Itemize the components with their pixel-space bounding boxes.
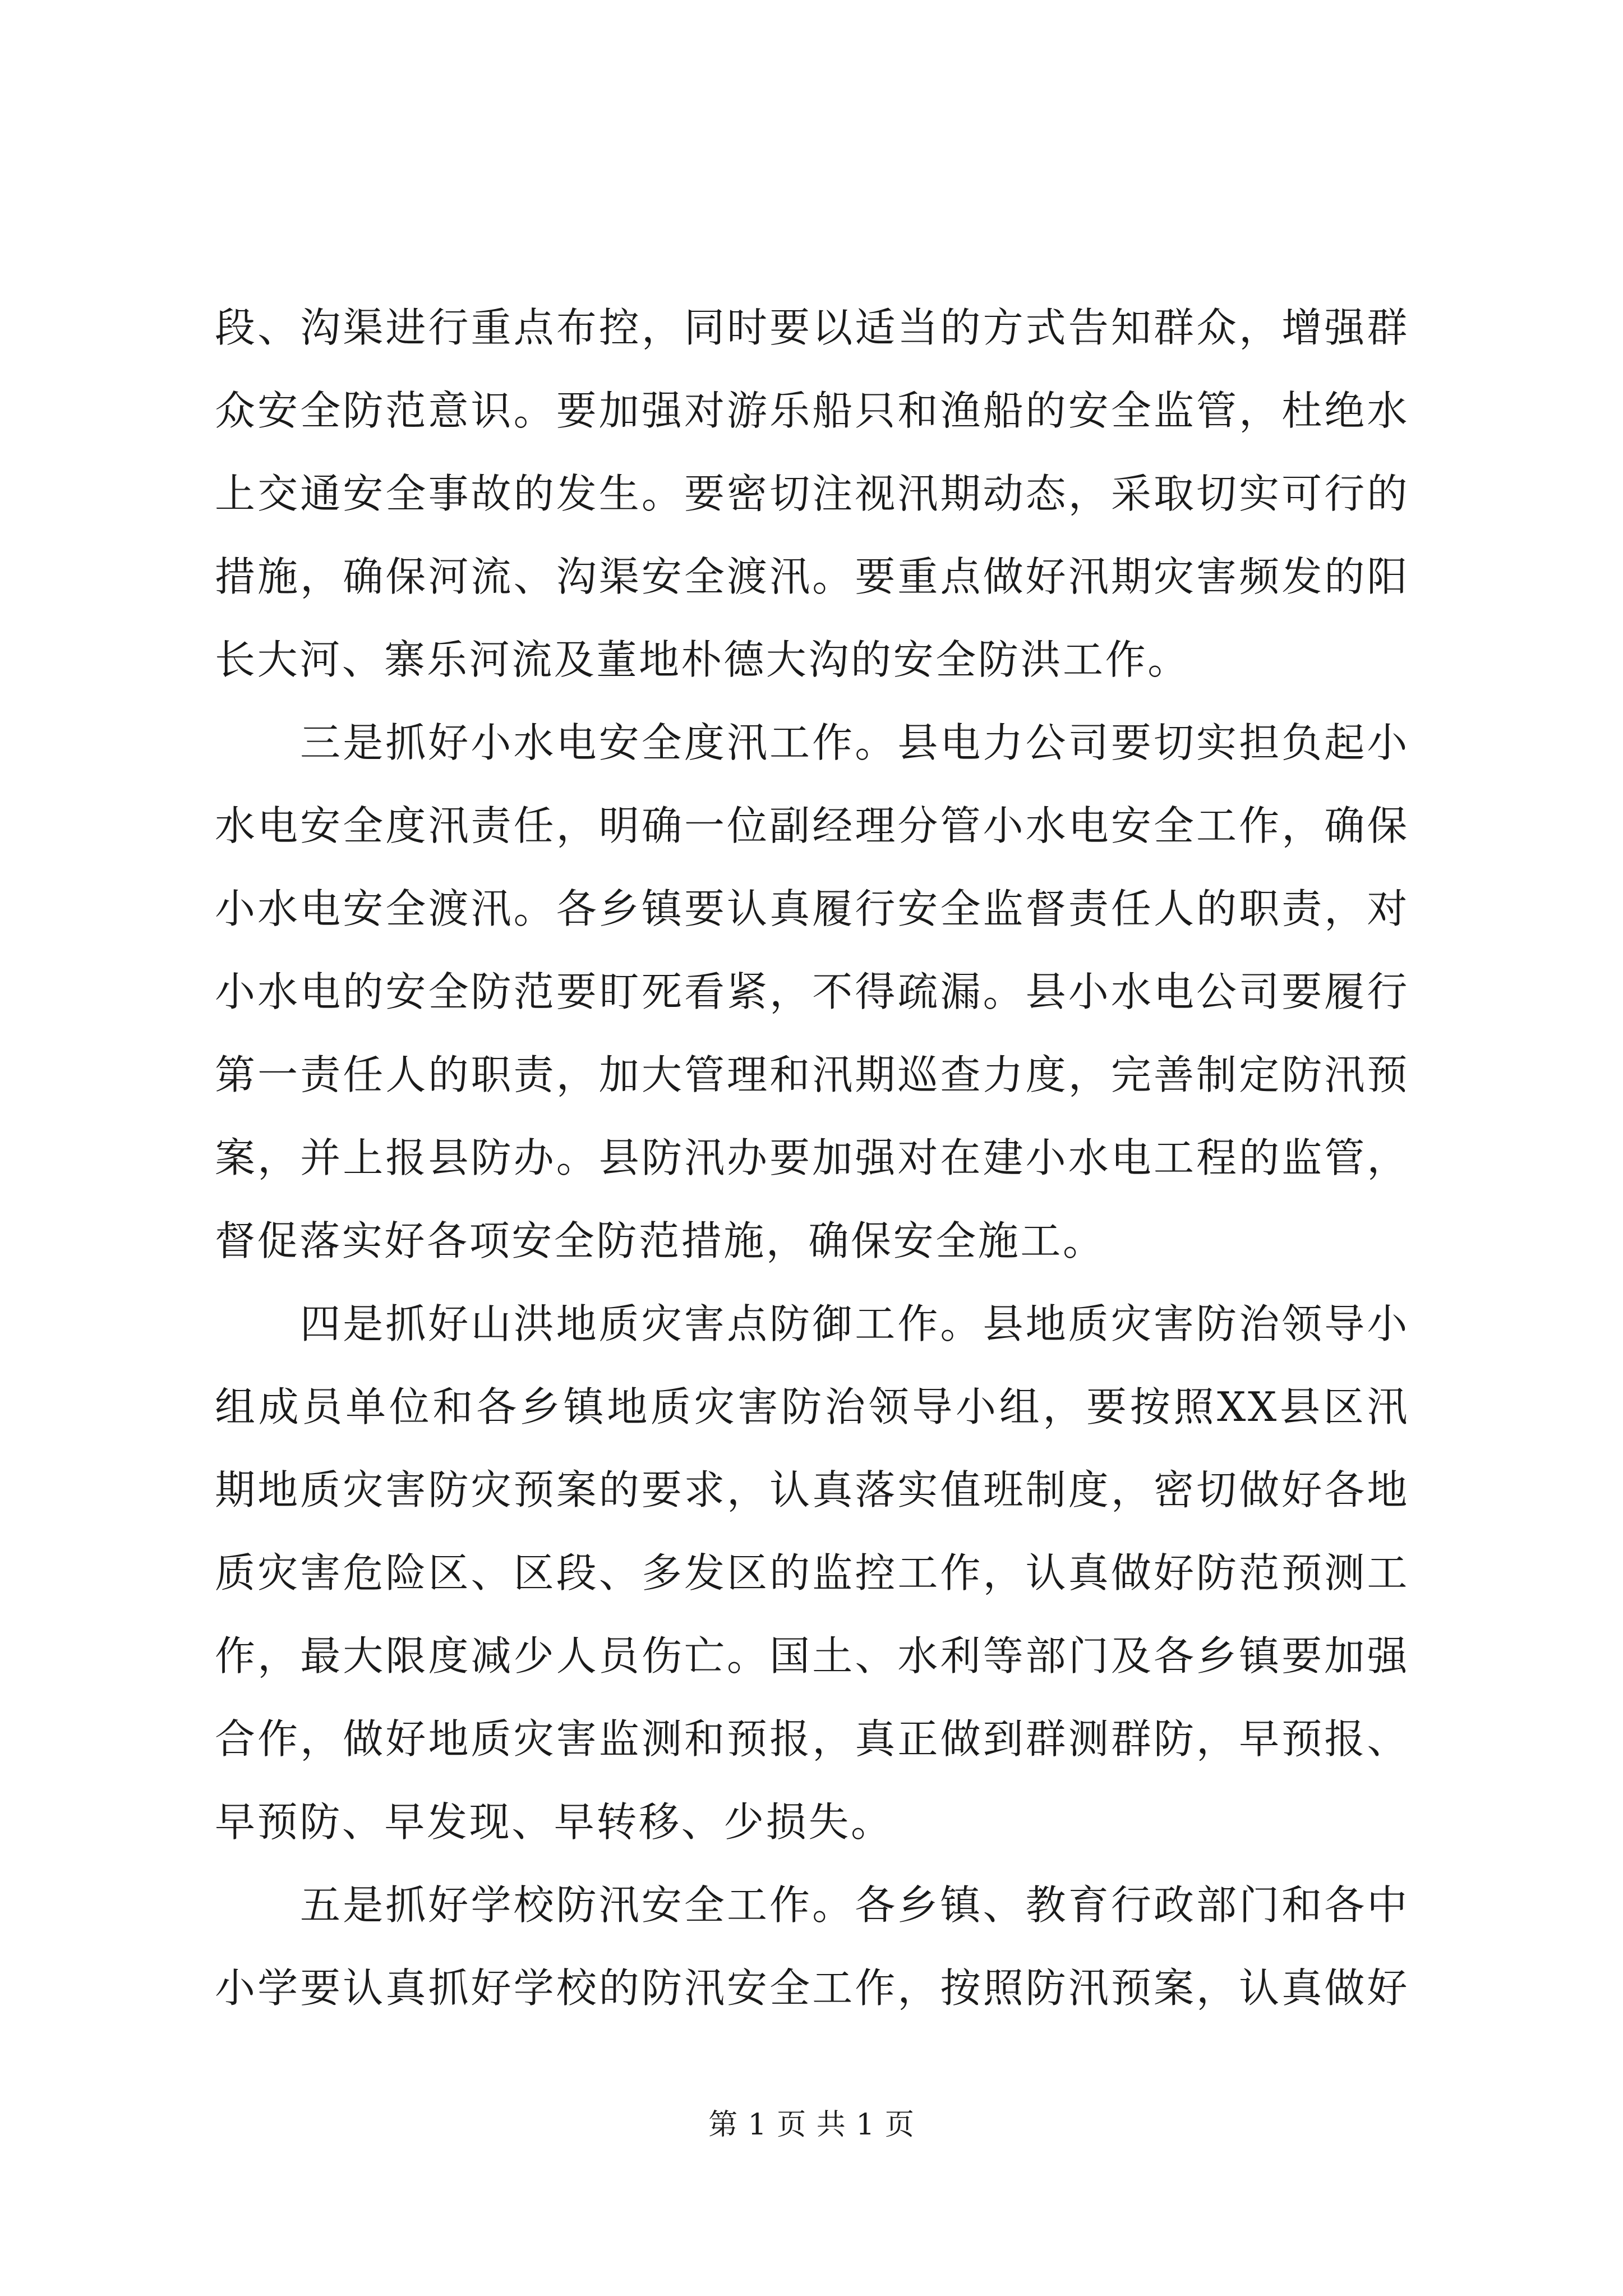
text-line: 督促落实好各项安全防范措施，确保安全施工。 bbox=[215, 1217, 1105, 1264]
text-line: 措施，确保河流、沟渠安全渡汛。要重点做好汛期灾害频发的阳 bbox=[215, 553, 1409, 600]
text-line: 水电安全度汛责任，明确一位副经理分管小水电安全工作，确保 bbox=[215, 802, 1409, 849]
paragraph-start-line: 三是抓好小水电安全度汛工作。县电力公司要切实担负起小 bbox=[300, 719, 1409, 766]
text-line: 段、沟渠进行重点布控，同时要以适当的方式告知群众，增强群 bbox=[215, 304, 1409, 351]
text-line: 合作，做好地质灾害监测和预报，真正做到群测群防，早预报、 bbox=[215, 1715, 1409, 1763]
page-footer: 第 1 页 共 1 页 bbox=[708, 2108, 915, 2142]
text-line: 组成员单位和各乡镇地质灾害防治领导小组，要按照XX县区汛 bbox=[215, 1383, 1409, 1430]
paragraph-start-line: 五是抓好学校防汛安全工作。各乡镇、教育行政部门和各中 bbox=[300, 1881, 1409, 1929]
text-line: 期地质灾害防灾预案的要求，认真落实值班制度，密切做好各地 bbox=[215, 1466, 1409, 1513]
text-line: 作，最大限度减少人员伤亡。国土、水利等部门及各乡镇要加强 bbox=[215, 1632, 1409, 1680]
text-line: 众安全防范意识。要加强对游乐船只和渔船的安全监管，杜绝水 bbox=[215, 387, 1409, 434]
text-line: 长大河、寨乐河流及董地朴德大沟的安全防洪工作。 bbox=[215, 636, 1190, 683]
text-line: 小学要认真抓好学校的防汛安全工作，按照防汛预案，认真做好 bbox=[215, 1964, 1409, 2012]
text-line: 案，并上报县防办。县防汛办要加强对在建小水电工程的监管， bbox=[215, 1134, 1409, 1181]
text-line: 早预防、早发现、早转移、少损失。 bbox=[215, 1798, 893, 1846]
text-line: 上交通安全事故的发生。要密切注视汛期动态，采取切实可行的 bbox=[215, 470, 1409, 517]
text-line: 小水电安全渡汛。各乡镇要认真履行安全监督责任人的职责，对 bbox=[215, 885, 1409, 932]
text-line: 小水电的安全防范要盯死看紧，不得疏漏。县小水电公司要履行 bbox=[215, 968, 1409, 1015]
text-line: 第一责任人的职责，加大管理和汛期巡查力度，完善制定防汛预 bbox=[215, 1051, 1409, 1098]
text-line: 质灾害危险区、区段、多发区的监控工作，认真做好防范预测工 bbox=[215, 1549, 1409, 1596]
paragraph-start-line: 四是抓好山洪地质灾害点防御工作。县地质灾害防治领导小 bbox=[300, 1300, 1409, 1347]
document-body bbox=[215, 286, 1409, 2030]
